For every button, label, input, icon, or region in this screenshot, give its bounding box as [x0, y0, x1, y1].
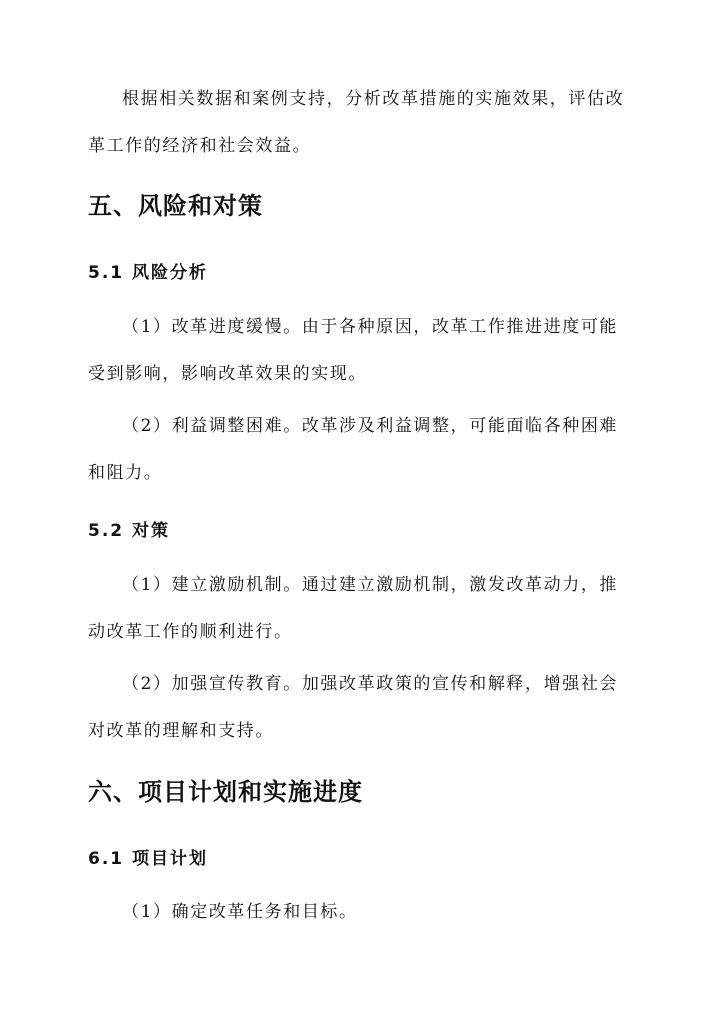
- paragraph-5-1-item-2: [88, 403, 636, 497]
- paragraph-6-1-item-1: [88, 889, 636, 936]
- subsection-heading-5-2: 5.2 对策: [88, 521, 171, 541]
- paragraph-line: 动改革工作的顺利进行。: [88, 622, 293, 642]
- subsection-heading-5-1: 5.1 风险分析: [88, 263, 209, 283]
- paragraph-line: 根据相关数据和案例支持，分析改革措施的实施效果，评估改: [122, 89, 625, 109]
- paragraph-5-1-item-1: [88, 304, 636, 398]
- paragraph-line: 受到影响，影响改革效果的实现。: [88, 364, 367, 384]
- paragraph-line: 对改革的理解和支持。: [88, 721, 274, 741]
- paragraph-line: （1）改革进度缓慢。由于各种原因，改革工作推进进度可能: [122, 317, 619, 337]
- paragraph-5-2-item-1: [88, 562, 636, 656]
- subsection-heading-6-1: 6.1 项目计划: [88, 849, 209, 869]
- paragraph-5-2-item-2: [88, 661, 636, 755]
- paragraph-intro: [88, 76, 636, 170]
- paragraph-line: （1）确定改革任务和目标。: [122, 902, 358, 922]
- paragraph-line: （2）加强宣传教育。加强改革政策的宣传和解释，增强社会: [122, 674, 619, 694]
- paragraph-line: 革工作的经济和社会效益。: [88, 136, 312, 156]
- paragraph-line: 和阻力。: [88, 463, 163, 483]
- paragraph-line: （1）建立激励机制。通过建立激励机制，激发改革动力，推: [122, 575, 619, 595]
- paragraph-line: （2）利益调整困难。改革涉及利益调整，可能面临各种困难: [122, 416, 619, 436]
- section-heading-6: 六、项目计划和实施进度: [88, 777, 363, 806]
- section-heading-5: 五、风险和对策: [88, 191, 263, 220]
